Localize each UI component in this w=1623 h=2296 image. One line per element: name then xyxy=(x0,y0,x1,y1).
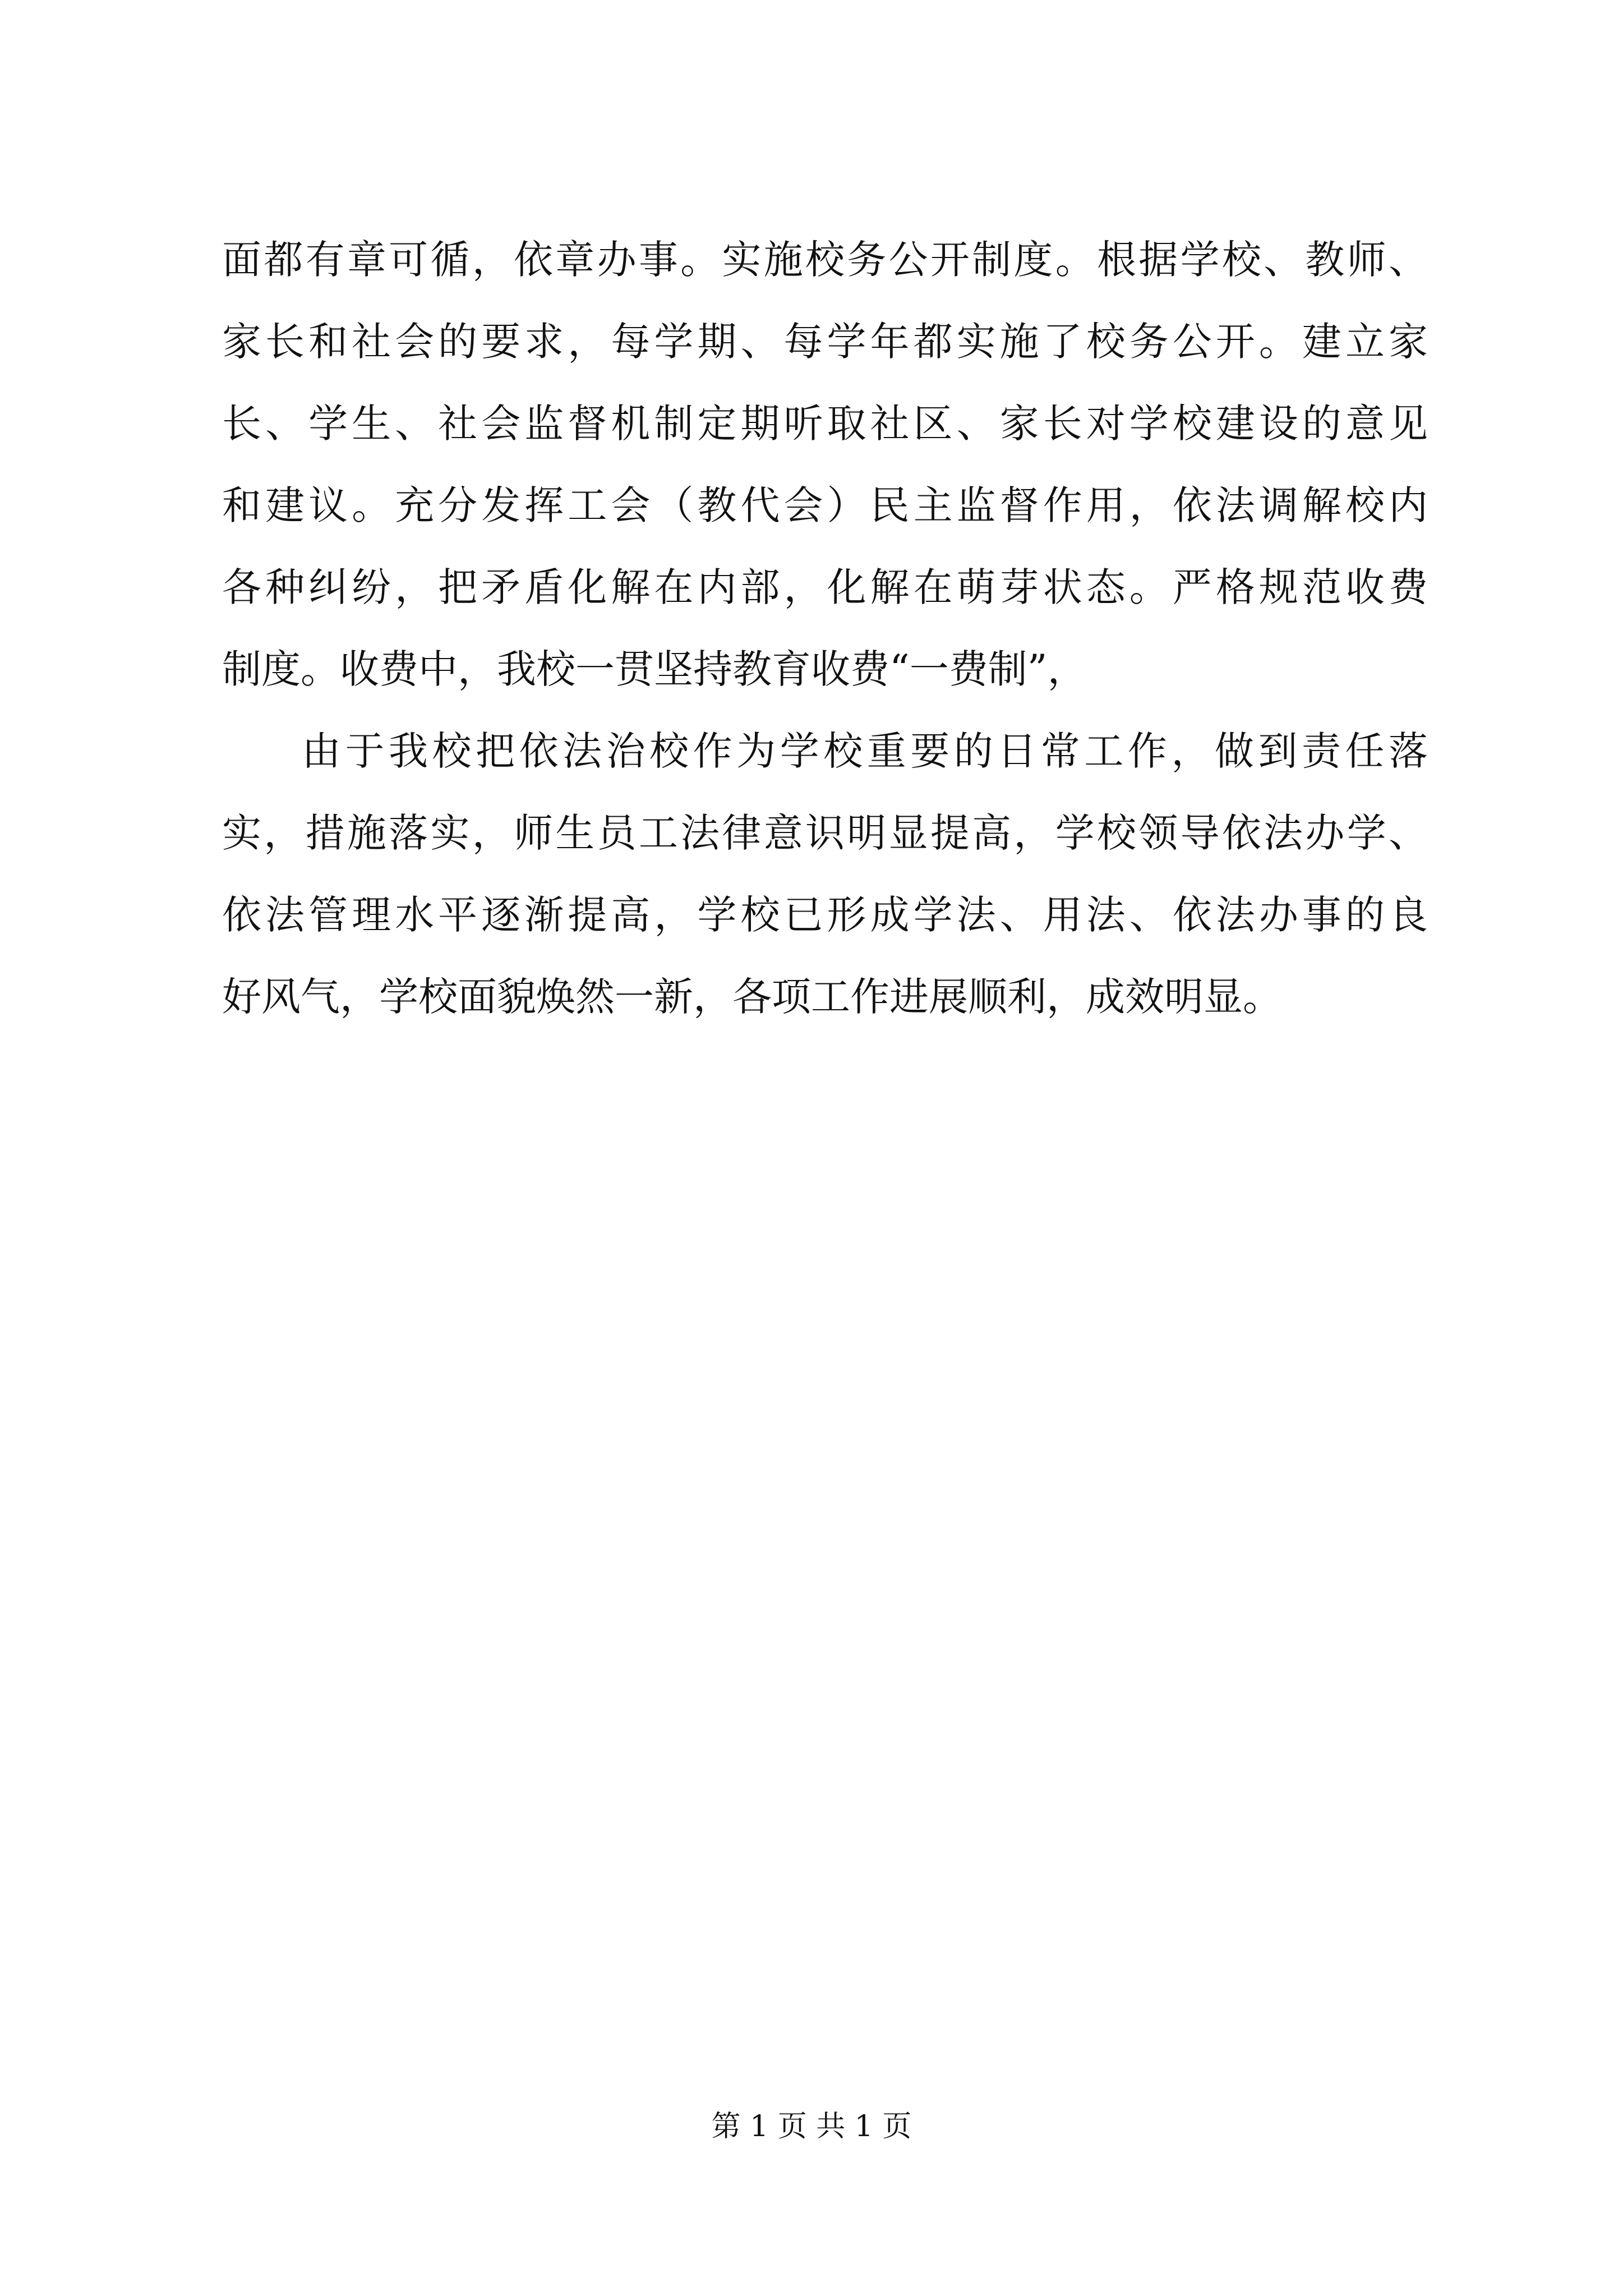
text-line: 制度。收费中，我校一贯坚持教育收费“一费制”， xyxy=(222,646,1087,692)
text-line: 依法管理水平逐渐提高，学校已形成学法、用法、依法办事的良 xyxy=(222,892,1428,938)
text-line: 各种纠纷，把矛盾化解在内部，化解在萌芽状态。严格规范收费 xyxy=(222,564,1428,610)
paragraph-2 xyxy=(222,710,1428,1038)
text-line: 面都有章可循，依章办事。实施校务公开制度。根据学校、教师、 xyxy=(222,237,1428,283)
paragraph-1 xyxy=(222,219,1428,710)
document-body xyxy=(222,219,1428,1038)
text-line: 和建议。充分发挥工会（教代会）民主监督作用，依法调解校内 xyxy=(222,482,1428,528)
page-footer xyxy=(0,2107,1623,2146)
text-line: 好风气，学校面貌焕然一新，各项工作进展顺利，成效明显。 xyxy=(222,974,1282,1020)
text-line: 家长和社会的要求，每学期、每学年都实施了校务公开。建立家 xyxy=(222,319,1428,365)
text-line: 由于我校把依法治校作为学校重要的日常工作，做到责任落 xyxy=(302,728,1428,774)
text-line: 实，措施落实，师生员工法律意识明显提高，学校领导依法办学、 xyxy=(222,810,1428,856)
page-number-label: 第 1 页 共 1 页 xyxy=(711,2110,912,2143)
text-line: 长、学生、社会监督机制定期听取社区、家长对学校建设的意见 xyxy=(222,401,1428,447)
